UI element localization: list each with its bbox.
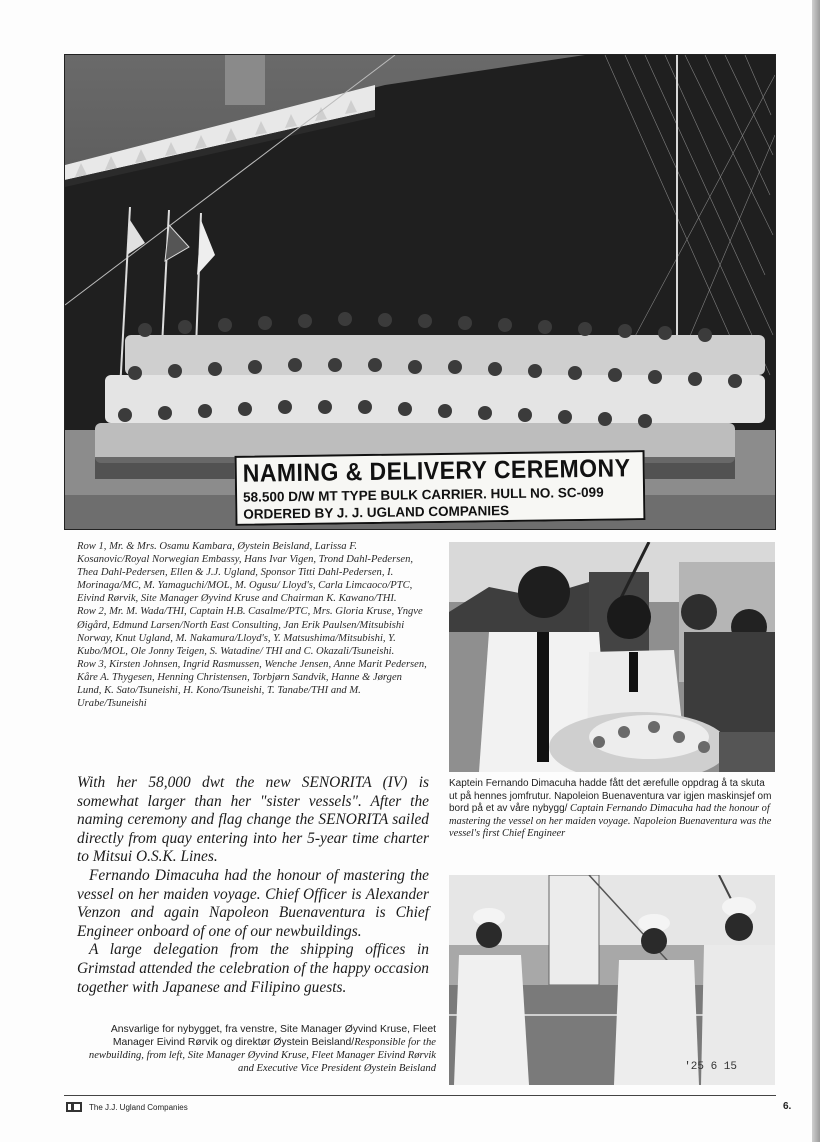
caption-row-3: Row 3, Kirsten Johnsen, Ingrid Rasmussen, Wenche Jensen, Anne Marit Pedersen, Kåre A. Thygesen, Henning Christensen, Torbjørn Sandvik, Hanne & Jørgen Lund, K. Sato/Tsuneishi, H. Kono/Tsuneishi, T. Tanabe/THI and M. Urabe/Tsuneishi bbox=[77, 658, 427, 710]
body-paragraph-2: Fernando Dimacuha had the honour of mastering the vessel on her maiden voyage. Chief Officer is Alexander Venzon and again Napoleon Buenaventura is Chief Engineer onboard of one of our newbuildings. bbox=[77, 866, 429, 940]
body-paragraph-3: A large delegation from the shipping offices in Grimstad attended the celebration of the happy occasion together with Japanese and Filipino guests. bbox=[77, 941, 429, 996]
caption-row-1: Row 1, Mr. & Mrs. Osamu Kambara, Øystein Beisland, Larissa F. Kosanovic/Royal Norwegian Embassy, Hans Ivar Vigen, Trond Dahl-Pedersen, Thea Dahl-Pedersen, Ellen & J.J. Ugland, Sponsor Titti Dahl-Pedersen, I. Morinaga/MC, M. Yamaguchi/MOL, M. Ogusu/ Lloyd's, Carla Limcaoco/PTC, Eivind Rørvik, Site Manager Øyvind Kruse and Chairman K. Kawano/THI. bbox=[77, 541, 414, 605]
company-flag-logo-icon bbox=[66, 1102, 82, 1112]
article-body bbox=[77, 774, 429, 997]
officers-caption-english: Captain Fernando Dimacuha had the honour of mastering the vessel on her maiden voyage. Napoleion Buenaventura was the vessel's first Chief Engineer bbox=[449, 803, 772, 840]
captain-and-engineer-photo bbox=[449, 542, 775, 772]
managers-illustration bbox=[449, 875, 775, 1085]
ceremony-group-photo bbox=[64, 54, 776, 530]
managers-photo-caption bbox=[80, 1023, 436, 1075]
photo-date-stamp: '25 6 15 bbox=[684, 1061, 737, 1073]
naming-ceremony-sign bbox=[235, 450, 646, 526]
page-number: 6. bbox=[783, 1101, 792, 1112]
sign-title: NAMING & DELIVERY CEREMONY bbox=[242, 454, 631, 488]
site-managers-photo bbox=[449, 875, 775, 1085]
sign-ordered-by-line: ORDERED BY J. J. UGLAND COMPANIES bbox=[243, 503, 510, 522]
managers-caption-english: Responsible for the newbuilding, from left, Site Manager Øyvind Kruse, Fleet Manager Eivind Rørvik and Executive Vice President Øystein Beisland bbox=[88, 1037, 436, 1074]
footer-divider bbox=[64, 1095, 776, 1096]
caption-row-2: Row 2, Mr. M. Wada/THI, Captain H.B. Casalme/PTC, Mrs. Gloria Kruse, Yngve Øigård, Edmund Larsen/North East Consulting, Jan Erik Paulsen/Mitsubishi Norway, Knut Ugland, M. Nakamura/Lloyd's, Y. Matsushima/Mitsubishi, Y. Kubo/MOL, Ole Jonny Teigen, S. Watadine/ THI and C. Okazali/Tsuneishi. bbox=[77, 606, 423, 657]
officers-photo-caption bbox=[449, 778, 775, 841]
page-edge-shadow bbox=[812, 0, 820, 1142]
managers-caption-norwegian: Ansvarlige for nybygget, fra venstre, Site Manager Øyvind Kruse, Fleet Manager Eivind Rørvik og direktør Øystein Beisland/ bbox=[110, 1024, 436, 1048]
group-photo-caption bbox=[77, 540, 429, 710]
sign-hull-line: 58.500 D/W MT TYPE BULK CARRIER. HULL NO. SC-099 bbox=[243, 484, 604, 505]
officers-illustration bbox=[449, 542, 775, 772]
body-paragraph-1: With her 58,000 dwt the new SENORITA (IV) is somewhat larger than her "sister vessels". After the naming ceremony and flag change the SENORITA sailed directly from quay entering into her 5-year time charter to Mitsui O.S.K. Lines. bbox=[77, 774, 429, 866]
officers-caption-norwegian: Kaptein Fernando Dimacuha hadde fått det ærefulle oppdrag å ta skuta ut på hennes jomfrutur. Napoleion Buenaventura var igjen maskinsjef om bord på et av våre nybygg/ bbox=[449, 778, 772, 815]
footer-company-name: The J.J. Ugland Companies bbox=[89, 1103, 188, 1112]
